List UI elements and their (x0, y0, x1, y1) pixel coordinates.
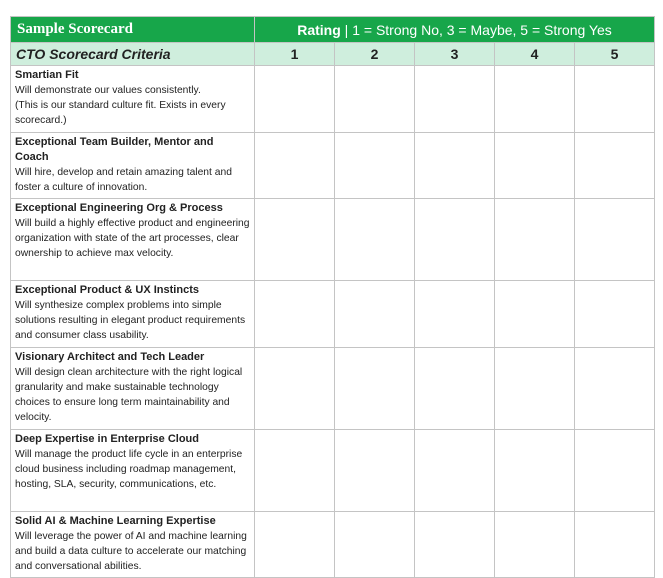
criteria-name: Deep Expertise in Enterprise Cloud (15, 432, 199, 445)
score-cell[interactable] (335, 66, 415, 133)
rating-scale-header (255, 17, 655, 43)
criteria-name: Smartian Fit (15, 69, 79, 81)
rating-scale: 1 = Strong No, 3 = Maybe, 5 = Strong Yes (352, 21, 612, 38)
score-cell[interactable] (335, 281, 415, 348)
score-cell[interactable] (575, 511, 655, 578)
criteria-row (11, 347, 655, 429)
criteria-cell (11, 132, 255, 198)
score-column-header: 5 (575, 43, 655, 66)
column-header-row (11, 43, 655, 66)
criteria-description: Will design clean architecture with the right logical granularity and make sustainable technology choices to ensure long term maintainability and velocity. (15, 366, 243, 424)
score-cell[interactable] (495, 199, 575, 281)
score-cell[interactable] (575, 347, 655, 429)
score-cell[interactable] (575, 429, 655, 511)
score-cell[interactable] (495, 429, 575, 511)
criteria-row (11, 281, 655, 348)
criteria-description: Will synthesize complex problems into simple solutions resulting in elegant product requirements and consumer class usability. (15, 300, 246, 342)
criteria-name: Exceptional Team Builder, Mentor and Coach (15, 135, 214, 163)
score-cell[interactable] (415, 66, 495, 133)
criteria-cell (11, 66, 255, 133)
score-cell[interactable] (335, 132, 415, 198)
criteria-description: Will manage the product life cycle in an enterprise cloud business including roadmap management, hosting, SLA, security, communications, etc. (15, 448, 243, 491)
score-cell[interactable] (495, 281, 575, 348)
score-cell[interactable] (495, 66, 575, 133)
score-cell[interactable] (575, 132, 655, 198)
criteria-description: Will leverage the power of AI and machine learning and build a data culture to accelerate our matching and conversational abilities. (15, 530, 247, 573)
score-cell[interactable] (255, 199, 335, 281)
score-cell[interactable] (415, 132, 495, 198)
score-column-header: 4 (495, 43, 575, 66)
criteria-row (11, 429, 655, 511)
criteria-description: Will demonstrate our values consistently. (This is our standard culture fit. Exists in every scorecard.) (15, 85, 226, 127)
score-cell[interactable] (415, 429, 495, 511)
criteria-list (11, 66, 655, 578)
criteria-row (11, 132, 655, 198)
score-cell[interactable] (255, 347, 335, 429)
score-cell[interactable] (255, 132, 335, 198)
score-cell[interactable] (575, 199, 655, 281)
criteria-row (11, 66, 655, 133)
score-column-header: 3 (415, 43, 495, 66)
score-cell[interactable] (255, 66, 335, 133)
score-cell[interactable] (335, 429, 415, 511)
criteria-description: Will build a highly effective product and engineering organization with state of the art processes, clear ownership to achieve max velocity. (15, 218, 250, 260)
score-cell[interactable] (575, 66, 655, 133)
score-cell[interactable] (495, 511, 575, 578)
score-column-header: 1 (255, 43, 335, 66)
score-cell[interactable] (575, 281, 655, 348)
score-cell[interactable] (495, 132, 575, 198)
score-cell[interactable] (255, 429, 335, 511)
title-row (11, 17, 655, 43)
score-cell[interactable] (255, 281, 335, 348)
criteria-name: Exceptional Engineering Org & Process (15, 202, 223, 215)
score-cell[interactable] (335, 199, 415, 281)
criteria-row (11, 199, 655, 281)
scorecard-title: Sample Scorecard (11, 17, 255, 43)
criteria-column-header: CTO Scorecard Criteria (11, 43, 255, 66)
score-cell[interactable] (415, 511, 495, 578)
score-cell[interactable] (335, 347, 415, 429)
criteria-cell (11, 199, 255, 281)
score-cell[interactable] (415, 199, 495, 281)
score-cell[interactable] (495, 347, 575, 429)
scorecard-table (10, 16, 655, 578)
score-cell[interactable] (335, 511, 415, 578)
criteria-row (11, 511, 655, 578)
score-cell[interactable] (415, 347, 495, 429)
score-column-header: 2 (335, 43, 415, 66)
criteria-cell (11, 347, 255, 429)
criteria-cell (11, 281, 255, 348)
rating-label: Rating (297, 21, 341, 38)
criteria-name: Visionary Architect and Tech Leader (15, 350, 205, 363)
criteria-name: Exceptional Product & UX Instincts (15, 284, 199, 297)
score-cell[interactable] (255, 511, 335, 578)
score-cell[interactable] (415, 281, 495, 348)
rating-separator: | (340, 21, 353, 38)
criteria-cell (11, 511, 255, 578)
criteria-description: Will hire, develop and retain amazing talent and foster a culture of innovation. (15, 166, 232, 193)
criteria-name: Solid AI & Machine Learning Expertise (15, 514, 216, 527)
criteria-cell (11, 429, 255, 511)
